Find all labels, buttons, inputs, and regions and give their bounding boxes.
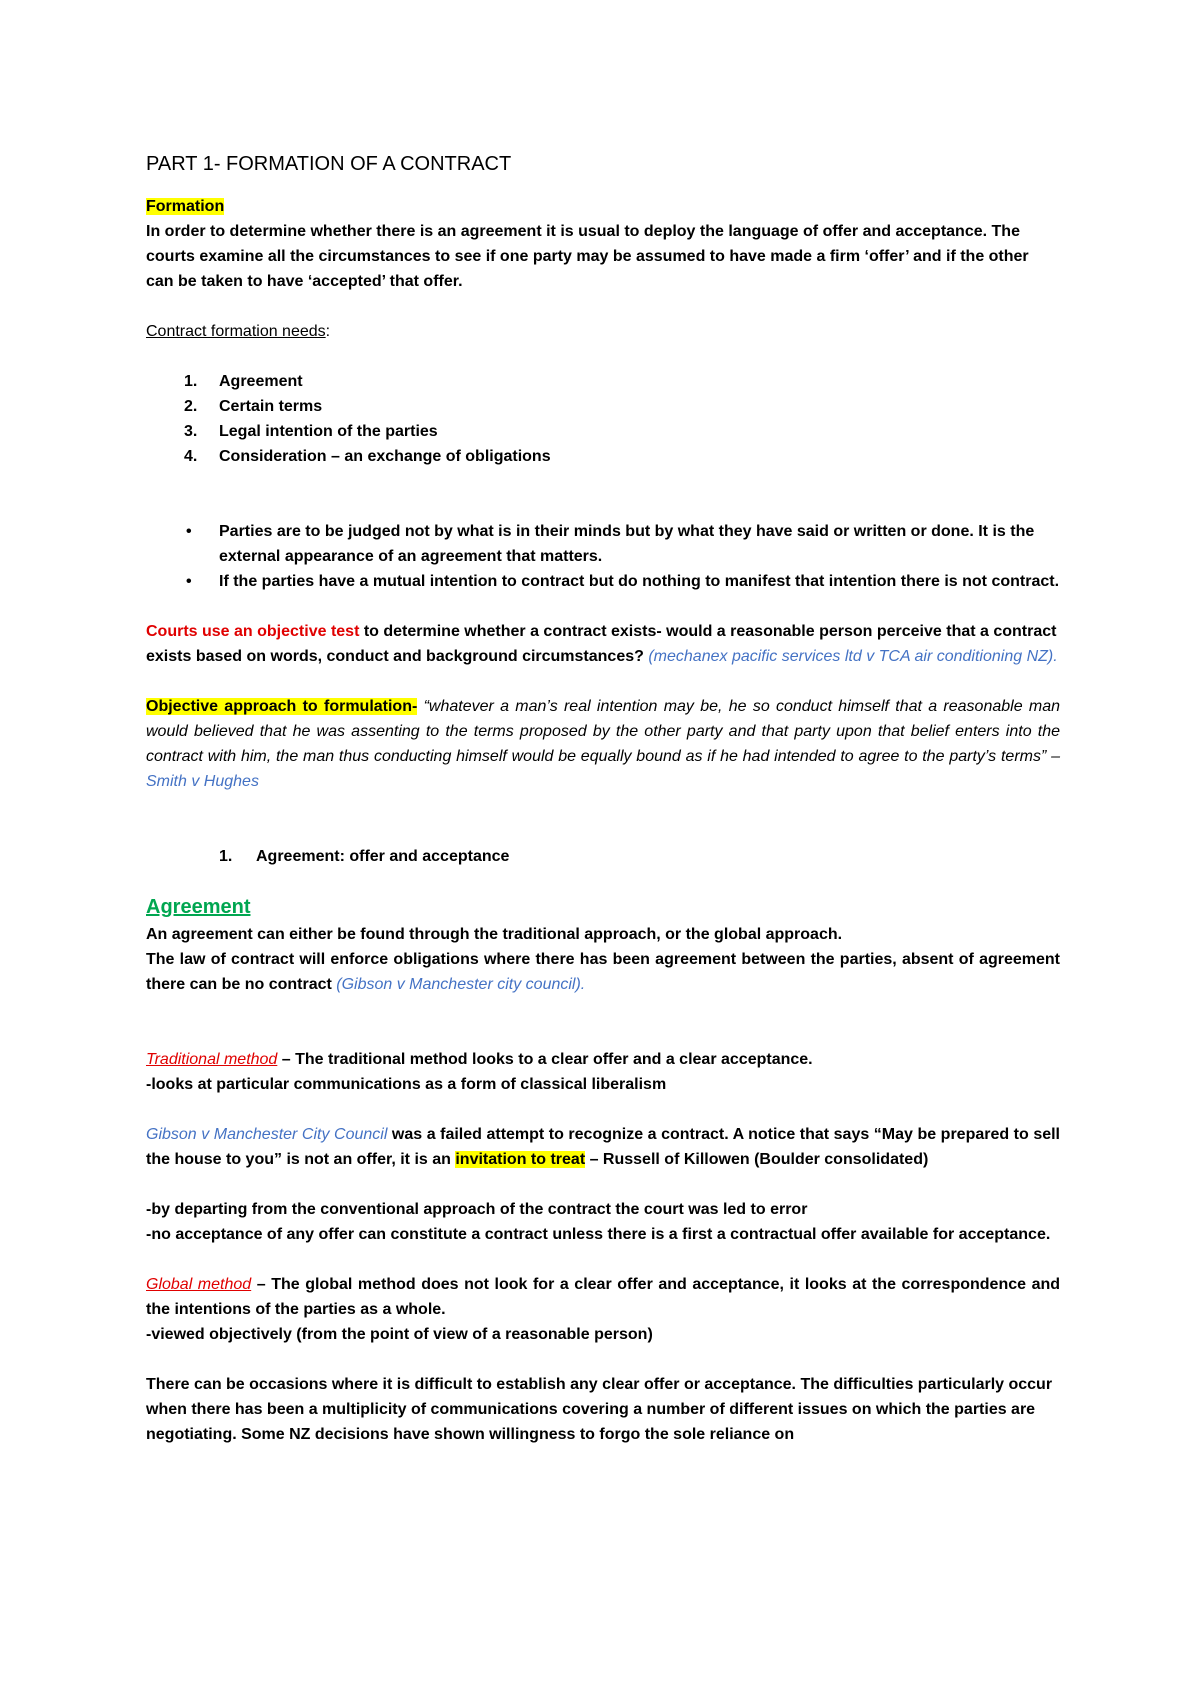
global-paragraph: Global method – The global method does not look for a clear offer and acceptance, it looks at the correspondence and the intentions of the parties as a whole. bbox=[146, 1276, 1061, 1318]
spacer bbox=[146, 344, 1060, 369]
global-line: -viewed objectively (from the point of view of a reasonable person) bbox=[146, 1326, 653, 1343]
objective-test-lead: Courts use an objective test bbox=[146, 623, 360, 640]
spacer bbox=[146, 294, 1060, 319]
section-heading: 1. Agreement: offer and acceptance bbox=[219, 848, 510, 865]
case-citation: Gibson v Manchester City Council bbox=[146, 1126, 388, 1143]
spacer bbox=[146, 997, 1060, 1047]
needs-heading bbox=[146, 319, 1060, 344]
spacer bbox=[146, 594, 1060, 619]
case-citation: (Gibson v Manchester city council). bbox=[336, 976, 586, 993]
spacer bbox=[146, 1172, 1060, 1197]
needs-heading-text: Contract formation needs bbox=[146, 323, 326, 340]
case-citation: (mechanex pacific services ltd v TCA air conditioning NZ). bbox=[648, 648, 1058, 665]
agreement-line: An agreement can either be found through the traditional approach, or the global approach. bbox=[146, 926, 843, 943]
agreement-paragraph: The law of contract will enforce obligations where there has been agreement between the parties, absent of agreement there can be no contract (Gibson v Manchester city council). bbox=[146, 951, 1060, 993]
list-item: 2. Certain terms bbox=[184, 398, 323, 415]
formation-paragraph: In order to determine whether there is an agreement it is usual to deploy the language of offer and acceptance. The courts examine all the circumstances to see if one party may be assumed to have made a firm ‘offer’ and if the other can be taken to have ‘accepted’ that offer. bbox=[146, 223, 1029, 290]
traditional-line: -looks at particular communications as a form of classical liberalism bbox=[146, 1076, 667, 1093]
global-label: Global method bbox=[146, 1276, 252, 1293]
case-citation: Smith v Hughes bbox=[146, 773, 259, 790]
closing-paragraph: There can be occasions where it is difficult to establish any clear offer or acceptance. The difficulties particularly occur when there has been a multiplicity of communications covering a number of different issues on which the parties are negotiating. Some NZ decisions have shown willingness to forgo the sole reliance on bbox=[146, 1376, 1053, 1443]
bullet-icon: • bbox=[186, 523, 192, 540]
bullet-item: • Parties are to be judged not by what is in their minds but by what they have said or written or done. It is the external appearance of an agreement that matters. bbox=[146, 519, 1060, 569]
highlight-term: invitation to treat bbox=[455, 1151, 586, 1168]
spacer bbox=[146, 1247, 1060, 1272]
bullet-icon: • bbox=[186, 573, 192, 590]
formation-heading-text: Formation bbox=[146, 198, 225, 215]
objective-approach-paragraph: Objective approach to formulation- “whatever a man’s real intention may be, he so conduct himself that a reasonable man would believed that he was assenting to the terms proposed by the other party and that party upon that belief enters into the contract with him, the man thus conducting himself would be equally bound as if he had intended to agree to the party’s terms” – Smith v Hughes bbox=[146, 698, 1060, 790]
traditional-paragraph: Traditional method – The traditional method looks to a clear offer and a clear acceptance. bbox=[146, 1051, 813, 1068]
departing-line: -by departing from the conventional approach of the contract the court was led to error bbox=[146, 1201, 808, 1218]
objective-test-paragraph: Courts use an objective test to determine whether a contract exists- would a reasonable person perceive that a contract exists based on words, conduct and background circumstances? (mechanex pacific services ltd v TCA air conditioning NZ). bbox=[146, 623, 1058, 665]
needs-list bbox=[146, 369, 1060, 469]
traditional-label: Traditional method bbox=[146, 1051, 278, 1068]
spacer bbox=[146, 869, 1060, 894]
needs-heading-colon: : bbox=[325, 323, 331, 340]
spacer bbox=[146, 794, 1060, 844]
objective-approach-lead: Objective approach to formulation- bbox=[146, 698, 418, 715]
agreement-heading: Agreement bbox=[146, 896, 251, 918]
bullet-item: • If the parties have a mutual intention to contract but do nothing to manifest that intention there is not contract. bbox=[146, 569, 1060, 594]
list-item: 1. Agreement bbox=[184, 373, 303, 390]
list-item: 4. Consideration – an exchange of obligations bbox=[184, 448, 551, 465]
formation-heading bbox=[146, 194, 1060, 219]
departing-line: -no acceptance of any offer can constitute a contract unless there is a first a contractual offer available for acceptance. bbox=[146, 1226, 1051, 1243]
spacer bbox=[146, 469, 1060, 519]
page-title: PART 1- FORMATION OF A CONTRACT bbox=[146, 153, 512, 175]
spacer bbox=[146, 669, 1060, 694]
gibson-paragraph: Gibson v Manchester City Council was a failed attempt to recognize a contract. A notice that says “May be prepared to sell the house to you” is not an offer, it is an invitation to treat – Russell of Killowen (Boulder consolidated) bbox=[146, 1126, 1061, 1168]
spacer bbox=[146, 1097, 1060, 1122]
spacer bbox=[146, 1347, 1060, 1372]
list-item: 3. Legal intention of the parties bbox=[184, 423, 438, 440]
bullet-list bbox=[146, 519, 1060, 594]
